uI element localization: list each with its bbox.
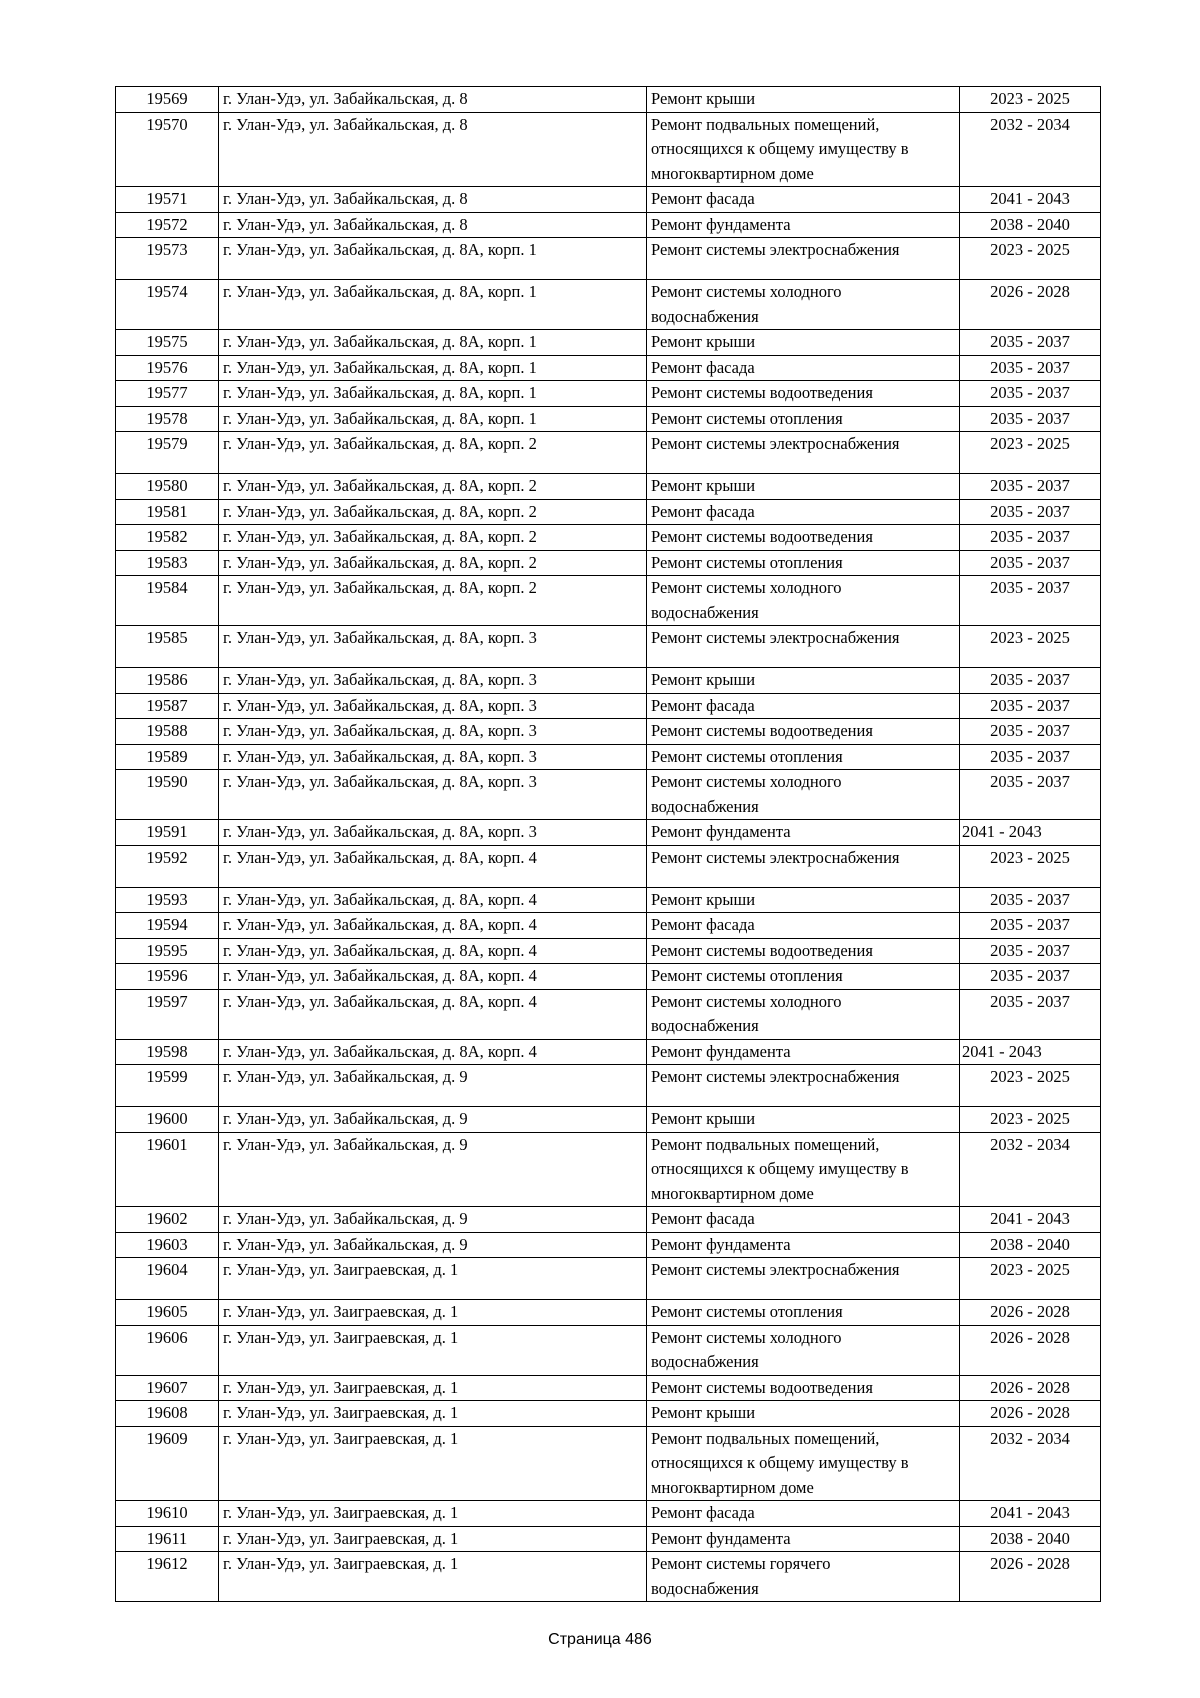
table-row	[116, 845, 1101, 887]
period-cell: 2035 - 2037	[960, 406, 1101, 432]
table-row	[116, 626, 1101, 668]
row-number-cell: 19604	[116, 1258, 219, 1300]
address-cell: г. Улан-Удэ, ул. Забайкальская, д. 8А, корп. 3	[219, 744, 647, 770]
row-number-cell: 19587	[116, 693, 219, 719]
work-type-cell: Ремонт фасада	[647, 355, 960, 381]
period-cell: 2035 - 2037	[960, 770, 1101, 820]
address-cell: г. Улан-Удэ, ул. Заиграевская, д. 1	[219, 1401, 647, 1427]
period-cell: 2041 - 2043	[960, 1501, 1101, 1527]
period-cell: 2041 - 2043	[960, 1039, 1101, 1065]
work-type-cell: Ремонт системы холодного водоснабжения	[647, 280, 960, 330]
period-cell: 2023 - 2025	[960, 1107, 1101, 1133]
table-row	[116, 1501, 1101, 1527]
table-row	[116, 1132, 1101, 1207]
period-cell: 2035 - 2037	[960, 964, 1101, 990]
address-cell: г. Улан-Удэ, ул. Забайкальская, д. 9	[219, 1065, 647, 1107]
row-number-cell: 19574	[116, 280, 219, 330]
row-number-cell: 19583	[116, 550, 219, 576]
address-cell: г. Улан-Удэ, ул. Забайкальская, д. 8А, корп. 3	[219, 668, 647, 694]
period-cell: 2035 - 2037	[960, 474, 1101, 500]
address-cell: г. Улан-Удэ, ул. Забайкальская, д. 8А, корп. 2	[219, 499, 647, 525]
work-type-cell: Ремонт подвальных помещений, относящихся к общему имуществу в многоквартирном доме	[647, 1426, 960, 1501]
table-row	[116, 693, 1101, 719]
row-number-cell: 19581	[116, 499, 219, 525]
period-cell: 2023 - 2025	[960, 432, 1101, 474]
row-number-cell: 19585	[116, 626, 219, 668]
table-row	[116, 938, 1101, 964]
row-number-cell: 19586	[116, 668, 219, 694]
address-cell: г. Улан-Удэ, ул. Забайкальская, д. 8А, корп. 4	[219, 989, 647, 1039]
row-number-cell: 19596	[116, 964, 219, 990]
work-type-cell: Ремонт системы водоотведения	[647, 1375, 960, 1401]
work-type-cell: Ремонт системы отопления	[647, 406, 960, 432]
row-number-cell: 19576	[116, 355, 219, 381]
table-row	[116, 330, 1101, 356]
work-type-cell: Ремонт системы холодного водоснабжения	[647, 989, 960, 1039]
period-cell: 2035 - 2037	[960, 525, 1101, 551]
page-number: Страница 486	[548, 1631, 652, 1648]
row-number-cell: 19593	[116, 887, 219, 913]
row-number-cell: 19580	[116, 474, 219, 500]
table-body	[116, 87, 1101, 1602]
row-number-cell: 19603	[116, 1232, 219, 1258]
row-number-cell: 19577	[116, 381, 219, 407]
address-cell: г. Улан-Удэ, ул. Забайкальская, д. 8	[219, 187, 647, 213]
table-row	[116, 820, 1101, 846]
address-cell: г. Улан-Удэ, ул. Забайкальская, д. 8А, корп. 3	[219, 719, 647, 745]
row-number-cell: 19584	[116, 576, 219, 626]
address-cell: г. Улан-Удэ, ул. Забайкальская, д. 9	[219, 1107, 647, 1133]
address-cell: г. Улан-Удэ, ул. Забайкальская, д. 8А, корп. 1	[219, 280, 647, 330]
work-type-cell: Ремонт фасада	[647, 187, 960, 213]
work-type-cell: Ремонт системы водоотведения	[647, 719, 960, 745]
period-cell: 2035 - 2037	[960, 381, 1101, 407]
period-cell: 2041 - 2043	[960, 1207, 1101, 1233]
address-cell: г. Улан-Удэ, ул. Забайкальская, д. 8А, корп. 4	[219, 938, 647, 964]
row-number-cell: 19589	[116, 744, 219, 770]
table-row	[116, 1325, 1101, 1375]
table-row	[116, 744, 1101, 770]
period-cell: 2032 - 2034	[960, 1132, 1101, 1207]
period-cell: 2041 - 2043	[960, 187, 1101, 213]
period-cell: 2035 - 2037	[960, 938, 1101, 964]
work-type-cell: Ремонт системы отопления	[647, 550, 960, 576]
period-cell: 2023 - 2025	[960, 626, 1101, 668]
row-number-cell: 19609	[116, 1426, 219, 1501]
work-type-cell: Ремонт системы электроснабжения	[647, 238, 960, 280]
period-cell: 2023 - 2025	[960, 1258, 1101, 1300]
address-cell: г. Улан-Удэ, ул. Забайкальская, д. 8	[219, 112, 647, 187]
row-number-cell: 19611	[116, 1526, 219, 1552]
period-cell: 2023 - 2025	[960, 1065, 1101, 1107]
period-cell: 2035 - 2037	[960, 744, 1101, 770]
period-cell: 2026 - 2028	[960, 1401, 1101, 1427]
address-cell: г. Улан-Удэ, ул. Забайкальская, д. 9	[219, 1232, 647, 1258]
row-number-cell: 19599	[116, 1065, 219, 1107]
address-cell: г. Улан-Удэ, ул. Забайкальская, д. 8А, корп. 1	[219, 406, 647, 432]
row-number-cell: 19598	[116, 1039, 219, 1065]
work-type-cell: Ремонт фасада	[647, 499, 960, 525]
row-number-cell: 19582	[116, 525, 219, 551]
period-cell: 2026 - 2028	[960, 1375, 1101, 1401]
work-type-cell: Ремонт системы отопления	[647, 964, 960, 990]
address-cell: г. Улан-Удэ, ул. Забайкальская, д. 8А, корп. 3	[219, 693, 647, 719]
table-row	[116, 1207, 1101, 1233]
period-cell: 2035 - 2037	[960, 499, 1101, 525]
table-row	[116, 1401, 1101, 1427]
table-row	[116, 550, 1101, 576]
table-row	[116, 406, 1101, 432]
table-row	[116, 1039, 1101, 1065]
address-cell: г. Улан-Удэ, ул. Забайкальская, д. 8А, корп. 1	[219, 330, 647, 356]
period-cell: 2038 - 2040	[960, 212, 1101, 238]
row-number-cell: 19569	[116, 87, 219, 113]
work-type-cell: Ремонт фундамента	[647, 1039, 960, 1065]
address-cell: г. Улан-Удэ, ул. Забайкальская, д. 8А, корп. 4	[219, 964, 647, 990]
row-number-cell: 19588	[116, 719, 219, 745]
table-row	[116, 1300, 1101, 1326]
row-number-cell: 19612	[116, 1552, 219, 1602]
table-row	[116, 1258, 1101, 1300]
work-type-cell: Ремонт системы электроснабжения	[647, 626, 960, 668]
period-cell: 2035 - 2037	[960, 693, 1101, 719]
table-row	[116, 280, 1101, 330]
row-number-cell: 19605	[116, 1300, 219, 1326]
address-cell: г. Улан-Удэ, ул. Заиграевская, д. 1	[219, 1501, 647, 1527]
table-row	[116, 1426, 1101, 1501]
table-row	[116, 576, 1101, 626]
address-cell: г. Улан-Удэ, ул. Забайкальская, д. 9	[219, 1132, 647, 1207]
period-cell: 2023 - 2025	[960, 238, 1101, 280]
address-cell: г. Улан-Удэ, ул. Забайкальская, д. 9	[219, 1207, 647, 1233]
work-type-cell: Ремонт фасада	[647, 913, 960, 939]
table-row	[116, 238, 1101, 280]
work-type-cell: Ремонт системы электроснабжения	[647, 1258, 960, 1300]
work-type-cell: Ремонт фундамента	[647, 1232, 960, 1258]
row-number-cell: 19595	[116, 938, 219, 964]
row-number-cell: 19578	[116, 406, 219, 432]
period-cell: 2035 - 2037	[960, 576, 1101, 626]
address-cell: г. Улан-Удэ, ул. Забайкальская, д. 8А, корп. 1	[219, 238, 647, 280]
row-number-cell: 19601	[116, 1132, 219, 1207]
address-cell: г. Улан-Удэ, ул. Забайкальская, д. 8А, корп. 3	[219, 770, 647, 820]
period-cell: 2035 - 2037	[960, 989, 1101, 1039]
address-cell: г. Улан-Удэ, ул. Забайкальская, д. 8	[219, 212, 647, 238]
work-type-cell: Ремонт системы водоотведения	[647, 381, 960, 407]
table-row	[116, 1065, 1101, 1107]
address-cell: г. Улан-Удэ, ул. Забайкальская, д. 8А, корп. 4	[219, 887, 647, 913]
row-number-cell: 19571	[116, 187, 219, 213]
work-type-cell: Ремонт крыши	[647, 1107, 960, 1133]
table-row	[116, 1107, 1101, 1133]
work-type-cell: Ремонт крыши	[647, 1401, 960, 1427]
row-number-cell: 19607	[116, 1375, 219, 1401]
table-row	[116, 212, 1101, 238]
table-row	[116, 432, 1101, 474]
table-row	[116, 719, 1101, 745]
address-cell: г. Улан-Удэ, ул. Заиграевская, д. 1	[219, 1300, 647, 1326]
period-cell: 2026 - 2028	[960, 1325, 1101, 1375]
work-type-cell: Ремонт фундамента	[647, 212, 960, 238]
work-type-cell: Ремонт системы холодного водоснабжения	[647, 1325, 960, 1375]
table-row	[116, 355, 1101, 381]
address-cell: г. Улан-Удэ, ул. Забайкальская, д. 8А, корп. 3	[219, 820, 647, 846]
address-cell: г. Улан-Удэ, ул. Забайкальская, д. 8А, корп. 3	[219, 626, 647, 668]
row-number-cell: 19592	[116, 845, 219, 887]
work-type-cell: Ремонт системы водоотведения	[647, 938, 960, 964]
address-cell: г. Улан-Удэ, ул. Забайкальская, д. 8А, корп. 2	[219, 432, 647, 474]
period-cell: 2035 - 2037	[960, 887, 1101, 913]
work-type-cell: Ремонт системы холодного водоснабжения	[647, 576, 960, 626]
table-row	[116, 525, 1101, 551]
address-cell: г. Улан-Удэ, ул. Забайкальская, д. 8	[219, 87, 647, 113]
work-type-cell: Ремонт системы электроснабжения	[647, 1065, 960, 1107]
row-number-cell: 19591	[116, 820, 219, 846]
work-type-cell: Ремонт системы отопления	[647, 744, 960, 770]
address-cell: г. Улан-Удэ, ул. Забайкальская, д. 8А, корп. 2	[219, 576, 647, 626]
row-number-cell: 19594	[116, 913, 219, 939]
work-type-cell: Ремонт системы отопления	[647, 1300, 960, 1326]
address-cell: г. Улан-Удэ, ул. Забайкальская, д. 8А, корп. 2	[219, 525, 647, 551]
row-number-cell: 19610	[116, 1501, 219, 1527]
table-row	[116, 887, 1101, 913]
address-cell: г. Улан-Удэ, ул. Заиграевская, д. 1	[219, 1325, 647, 1375]
period-cell: 2035 - 2037	[960, 355, 1101, 381]
row-number-cell: 19575	[116, 330, 219, 356]
row-number-cell: 19590	[116, 770, 219, 820]
work-type-cell: Ремонт системы холодного водоснабжения	[647, 770, 960, 820]
period-cell: 2032 - 2034	[960, 1426, 1101, 1501]
address-cell: г. Улан-Удэ, ул. Забайкальская, д. 8А, корп. 2	[219, 550, 647, 576]
table-row	[116, 913, 1101, 939]
table-row	[116, 989, 1101, 1039]
table-row	[116, 668, 1101, 694]
table-row	[116, 187, 1101, 213]
table-row	[116, 1526, 1101, 1552]
table-row	[116, 1232, 1101, 1258]
period-cell: 2032 - 2034	[960, 112, 1101, 187]
work-type-cell: Ремонт системы горячего водоснабжения	[647, 1552, 960, 1602]
period-cell: 2035 - 2037	[960, 913, 1101, 939]
work-type-cell: Ремонт системы водоотведения	[647, 525, 960, 551]
work-type-cell: Ремонт крыши	[647, 87, 960, 113]
period-cell: 2035 - 2037	[960, 668, 1101, 694]
address-cell: г. Улан-Удэ, ул. Заиграевская, д. 1	[219, 1258, 647, 1300]
table-row	[116, 770, 1101, 820]
repair-schedule-table	[115, 86, 1101, 1602]
period-cell: 2023 - 2025	[960, 87, 1101, 113]
period-cell: 2038 - 2040	[960, 1232, 1101, 1258]
work-type-cell: Ремонт крыши	[647, 887, 960, 913]
table-row	[116, 381, 1101, 407]
work-type-cell: Ремонт фасада	[647, 1207, 960, 1233]
period-cell: 2038 - 2040	[960, 1526, 1101, 1552]
work-type-cell: Ремонт системы электроснабжения	[647, 432, 960, 474]
work-type-cell: Ремонт фасада	[647, 693, 960, 719]
address-cell: г. Улан-Удэ, ул. Заиграевская, д. 1	[219, 1526, 647, 1552]
period-cell: 2023 - 2025	[960, 845, 1101, 887]
work-type-cell: Ремонт фундамента	[647, 1526, 960, 1552]
table-row	[116, 1552, 1101, 1602]
row-number-cell: 19608	[116, 1401, 219, 1427]
address-cell: г. Улан-Удэ, ул. Забайкальская, д. 8А, корп. 4	[219, 845, 647, 887]
address-cell: г. Улан-Удэ, ул. Забайкальская, д. 8А, корп. 4	[219, 1039, 647, 1065]
table-row	[116, 499, 1101, 525]
work-type-cell: Ремонт фундамента	[647, 820, 960, 846]
work-type-cell: Ремонт фасада	[647, 1501, 960, 1527]
period-cell: 2035 - 2037	[960, 719, 1101, 745]
period-cell: 2026 - 2028	[960, 1300, 1101, 1326]
address-cell: г. Улан-Удэ, ул. Забайкальская, д. 8А, корп. 2	[219, 474, 647, 500]
period-cell: 2035 - 2037	[960, 550, 1101, 576]
table-row	[116, 87, 1101, 113]
period-cell: 2035 - 2037	[960, 330, 1101, 356]
work-type-cell: Ремонт подвальных помещений, относящихся к общему имуществу в многоквартирном доме	[647, 1132, 960, 1207]
table-row	[116, 474, 1101, 500]
address-cell: г. Улан-Удэ, ул. Забайкальская, д. 8А, корп. 1	[219, 381, 647, 407]
address-cell: г. Улан-Удэ, ул. Заиграевская, д. 1	[219, 1426, 647, 1501]
work-type-cell: Ремонт системы электроснабжения	[647, 845, 960, 887]
row-number-cell: 19600	[116, 1107, 219, 1133]
address-cell: г. Улан-Удэ, ул. Забайкальская, д. 8А, корп. 1	[219, 355, 647, 381]
row-number-cell: 19602	[116, 1207, 219, 1233]
address-cell: г. Улан-Удэ, ул. Заиграевская, д. 1	[219, 1375, 647, 1401]
period-cell: 2026 - 2028	[960, 280, 1101, 330]
work-type-cell: Ремонт крыши	[647, 330, 960, 356]
table-row	[116, 112, 1101, 187]
table-row	[116, 964, 1101, 990]
row-number-cell: 19573	[116, 238, 219, 280]
work-type-cell: Ремонт крыши	[647, 668, 960, 694]
row-number-cell: 19572	[116, 212, 219, 238]
work-type-cell: Ремонт крыши	[647, 474, 960, 500]
period-cell: 2026 - 2028	[960, 1552, 1101, 1602]
table-row	[116, 1375, 1101, 1401]
address-cell: г. Улан-Удэ, ул. Забайкальская, д. 8А, корп. 4	[219, 913, 647, 939]
address-cell: г. Улан-Удэ, ул. Заиграевская, д. 1	[219, 1552, 647, 1602]
row-number-cell: 19579	[116, 432, 219, 474]
work-type-cell: Ремонт подвальных помещений, относящихся к общему имуществу в многоквартирном доме	[647, 112, 960, 187]
row-number-cell: 19597	[116, 989, 219, 1039]
row-number-cell: 19606	[116, 1325, 219, 1375]
period-cell: 2041 - 2043	[960, 820, 1101, 846]
row-number-cell: 19570	[116, 112, 219, 187]
